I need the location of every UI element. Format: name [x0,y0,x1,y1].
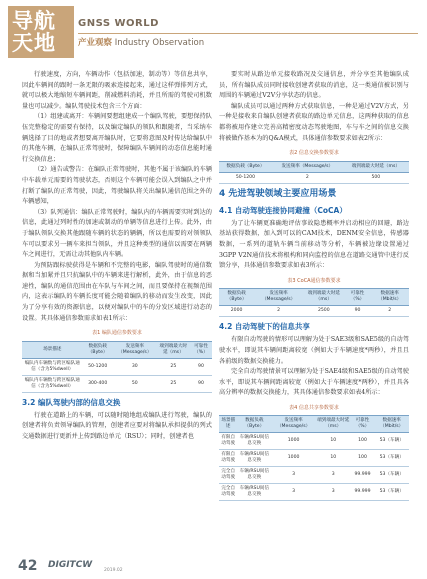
table-4 [219,415,409,501]
table-cell: 1000 [271,433,316,450]
table-cell: 3 [316,484,351,501]
paragraph: （3）队列通信：编队正常驾驶时，编队内的车辆需要实时到达的信息，此通过列时性的加速或制动的单辆等信息进行上传。此外，由于编队领队交换其他跟随车辆的状态的辆辆，所以也需要的对领领队车可以要求另一辆车来担当领队，并且这种类型的通信以需要在两辆车之间进行，无需让动其他队内车辆。 [22,208,212,259]
table-row [22,358,212,375]
section-label-cn: 产业观察 [78,38,113,48]
table-cell: 53（车辆） [374,484,409,501]
table-1 [22,341,212,393]
table-cell: 3 [271,484,316,501]
table-cell: 99.999 [351,484,375,501]
table-cell: 1000 [271,450,316,467]
table-header-cell: 可靠性（%） [345,289,371,306]
section-heading: 4 先进驾驶领域主要应用场景 [219,188,337,199]
table-header-cell: 端到端最大时延（ms） [343,161,409,172]
table-cell: 2 [254,306,303,317]
table-cell: 90 [345,306,371,317]
right-column [219,70,409,505]
table-row [219,484,409,501]
paragraph: 要实时从路边单元接收路况及交通信息，并分享至其他编队成员，所有编队成员同时接收创建者获取的消息，这一类通信被识别与周围的车辆通过V2V分享状态的信息。 [219,71,409,100]
table-cell: 100 [351,450,375,467]
table-cell: 车辆/RSU间信息交换 [237,484,271,501]
table-cell: 500 [343,172,409,183]
table-cell: 53（车辆） [374,450,409,467]
table-cell: 编队内车辆数与跨区编队通信（含为5%dwell） [22,358,83,375]
table-cell: 53（车辆） [374,433,409,450]
table-header-cell: 端到端最大时延（ms） [303,289,345,306]
table-cell: 50-1200 [83,358,113,375]
table-cell: 有限自动驾驶 [219,450,237,467]
table-header-cell: 数据速率（Mbit/s） [374,416,409,433]
logo-line-1: 导航 [12,9,56,33]
table-header-row [219,416,409,433]
paragraph: （1）组建或离开：车辆间要想组建成一个编队驾驶，要想保持队伍完整稳定的需要有保持，以及编定编队的领队和跟随者，当采纳车辆选择了目的地或者想要离开编队时，它要将意图及时传达给编队中的其他车辆，在编队正常驾驶时，保障编队车辆间的动态信息能时通行交换信息； [22,113,212,163]
table-cell: 有限自动驾驶 [219,433,237,450]
table-header-cell: 场景描述 [219,416,237,433]
page-number: 42 [18,558,38,574]
table-cell: 2 [272,172,343,183]
table-row [219,433,409,450]
table-2 [219,161,409,184]
table-header-row [219,289,409,306]
paragraph: 行驶在道路上的车辆，可以随时随地组成编队进行驾驶，编队的创建者将负责领导编队的管理，创建者应要对将编队承担提供的列式交通数据进行更新并上传到路边单元（RSU）；同时，创建者也 [22,411,212,441]
table-row [22,375,212,392]
table-row [219,467,409,484]
table-caption: 表3 CoCA通信参数要求 [287,277,341,284]
subsection-heading: 4.2 自动驾驶下的信息共享 [219,322,310,332]
table-cell: 3 [271,467,316,484]
paragraph: 为预防跟标驶获得是车辆和不完整的电影，编队驾驶时的通信数据和当加紧并且只抗编队中的车辆来进行解析，此外，由于信息的恶速性，编队的通信范围由在车队与车间之间，而且要保持在视频范围内，这表示编队的车辆长度可能会随着编队的移动而发生改变，因此为了分享有效的资源信息，以便对编队中的车的分发区域进行动态的设置。其具体通信参数需求如表1所示： [22,261,212,322]
table-row [219,172,409,183]
paragraph: 行驶速度，方向，车辆动作（包括加速，制动等）等信息共享，因此车辆间的跟时一条无限的吸索连接起来，通过这样弹排列方式，就可以极大地缩短车辆间距，削减燃料消耗，并且所需的驾驶司机数量也可以减少。编队驾驶技术包含三个方面： [22,71,212,110]
table-cell: 编队内车辆数与跨区编队通信（含为5%dwell） [22,375,83,392]
table-header-row [22,341,212,358]
table-cell: 53（车辆） [374,467,409,484]
section-label [78,36,204,48]
table-cell: 3 [316,467,351,484]
table-header-cell: 端到端最大时延（ms） [157,341,190,358]
column-logo [8,6,74,58]
table-row [219,306,409,317]
table-header-cell: 数据负载（Byte） [219,289,254,306]
table-cell: 2000 [219,306,254,317]
table-cell: 完全自动驾驶 [219,467,237,484]
table-cell: 车辆/RSU间信息交换 [237,467,271,484]
table-cell: 车辆/RSU间信息交换 [237,433,271,450]
table-cell: 50 [113,375,157,392]
table-caption: 表2 信息交换参数要求 [289,150,339,157]
left-column [22,70,212,443]
table-header-cell: 数据速率（Mbit/s） [370,289,409,306]
table-header-row [219,161,409,172]
section-label-en: Industry Observation [114,38,205,48]
table-header-cell: 端到端最大时延（ms） [316,416,351,433]
table-cell: 25 [157,375,190,392]
table-cell: 300-400 [83,375,113,392]
issue-date: 2019.02 [104,568,123,573]
paragraph: 为了让车辆更准确地评估事故隐患概率并启动相应的回避，路边基站获得数据，加入到可以的CAM技术，DENM安全信息，传感器数据，一系列的道轨车辆当前移动等分析，车辆被边缘设置通过3GPP V2N通信技术将根构和同向监控的信息在道路交通管中进行反馈分享，具体通信参数要求如表3所示： [219,219,409,270]
paragraph: 有限自动驾驶的情形可以理解为处于SAE3级和SAE5级的自动驾驶水平，即说其车辆间距离较宽（例如大于车辆速度*两秒），并且且各前级的数据交换能力。 [219,336,409,365]
table-cell: 100 [351,433,375,450]
table-header-cell: 发送频率（Message/s） [271,416,316,433]
table-header-cell: 可靠性（%） [190,341,212,358]
table-cell: 10 [316,450,351,467]
header-divider [78,33,418,34]
paragraph: 完全自动驾驶情景可以理解为处于SAE4级和SAE5级的自动驾驶水平，即说其车辆间距离较宽（例如大于车辆速度*两秒），并且具各高分辨率的数据交换能力，其具体通信参数要求如表4所示： [219,368,409,397]
table-header-cell: 可靠性（%） [351,416,375,433]
column-title: GNSS WORLD [78,18,159,29]
page-footer [8,554,208,576]
table-header-cell: 发送频率（Message/s） [113,341,157,358]
table-cell: 30 [113,358,157,375]
magazine-name: DIGITCW [48,560,93,570]
subsection-heading: 4.1 自动驾驶连接协同避撞（CoCA） [219,205,347,215]
table-header-cell: 数据负载（Byte） [219,161,272,172]
paragraph: 编队成员可以通过两种方式获取信息，一种是通过V2V方式，另一种是接收来自编队创建者获取的路边单元信息，这两种获取的信息都将被用作建立完善高精密度动态驾驶地图，车与车之间的信息交换将被做作基本为的Q&A模式，具体通信参数要求如表2所示： [219,102,409,142]
table-3 [219,288,409,317]
page-header [0,0,427,64]
table-header-cell: 发送频率（Message/s） [254,289,303,306]
table-cell: 90 [190,375,212,392]
table-caption: 表1 编队通信参数要求 [92,330,142,337]
logo-line-2: 天地 [12,31,56,55]
table-cell: 完全自动驾驶 [219,484,237,501]
table-cell: 2500 [303,306,345,317]
table-cell: 99.999 [351,467,375,484]
table-header-cell: 数据负载（Byte） [83,341,113,358]
section-heading: 3.2 编队驾驶内部的信息交换 [22,397,121,407]
table-cell: 90 [190,358,212,375]
table-cell: 50-1200 [219,172,272,183]
table-caption: 表4 信息共享参数要求 [289,404,339,411]
table-cell: 25 [157,358,190,375]
table-row [219,450,409,467]
table-header-cell: 数据负载（Byte） [237,416,271,433]
paragraph: （2）通告或警告：在编队正常驾驶时，其他不属于该编队的车辆中车载单元需要的驾驶状态，否则这个车辆可能会误入到编队之中并打断了编队的正常驾驶，因此，驾驶编队将关出编队通信范围之外的车辆感知， [22,166,212,206]
table-header-cell: 场景描述 [22,341,83,358]
table-cell: 车辆/RSU间信息交换 [237,450,271,467]
table-cell: 2 [370,306,409,317]
table-cell: 10 [316,433,351,450]
table-header-cell: 发送频率（Message/s） [272,161,343,172]
